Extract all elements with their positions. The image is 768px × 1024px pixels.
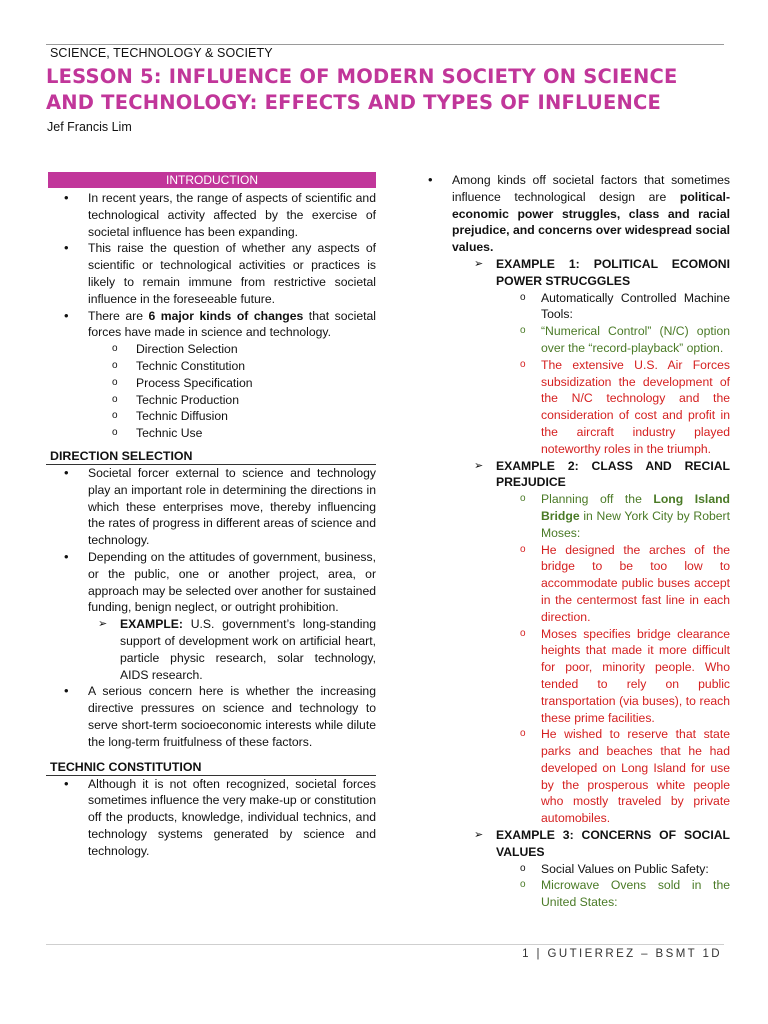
author-name: Jef Francis Lim	[47, 120, 132, 134]
list-item: o He designed the arches of the bridge to be too low to accommodate public buses accept in the centermost fast line in each direction.	[418, 542, 730, 626]
course-name: SCIENCE, TECHNOLOGY & SOCIETY	[50, 46, 273, 60]
page-title	[46, 64, 736, 116]
example-2-heading: ➢ EXAMPLE 2: CLASS AND RECIAL PREJUDICE	[418, 458, 730, 492]
example-3-list	[418, 861, 730, 911]
list-item: o The extensive U.S. Air Forces subsidization the development of the N/C technology and the consideration of cost and profit in the aircraft industry played noteworthy roles in the triumph.	[418, 357, 730, 458]
list-item: o Social Values on Public Safety:	[418, 861, 730, 878]
list-item: o Moses specifies bridge clearance heights that made it more difficult for poor, minority people. Who tended to rely on public transportation (via buses), to reach these prime facilities.	[418, 626, 730, 727]
right-column	[418, 172, 730, 911]
direction-example	[46, 616, 376, 683]
list-item: • Depending on the attitudes of government, business, or the public, one or another project, area, or approach may be selected over another for sustained funding, benign neglect, or outright prohibition.	[46, 549, 376, 616]
list-item: o Microwave Ovens sold in the United States:	[418, 877, 730, 911]
list-item: o Automatically Controlled Machine Tools:	[418, 290, 730, 324]
title-line-2: AND TECHNOLOGY: EFFECTS AND TYPES OF INFLUENCE	[46, 91, 662, 114]
list-item: • Among kinds off societal factors that sometimes influence technological design are political-economic power struggles, class and racial prejudice, and concerns over widespread social values.	[418, 172, 730, 256]
direction-bullets	[46, 465, 376, 616]
constitution-bullets	[46, 776, 376, 860]
list-item: o Technic Use	[46, 425, 376, 442]
list-item: ➢ EXAMPLE: U.S. government’s long-standing support of development work on artificial heart, particle physic research, solar technology, AIDS research.	[46, 616, 376, 683]
page-footer: 1 | GUTIERREZ – BSMT 1D	[522, 948, 722, 960]
list-item: o Technic Constitution	[46, 358, 376, 375]
list-item: o Technic Diffusion	[46, 408, 376, 425]
list-item: • Societal forcer external to science and technology play an important role in determining the directions in which these enterprises move, thereby influencing the rates of progress in different areas of science and technology.	[46, 465, 376, 549]
list-item: o He wished to reserve that state parks and beaches that he had developed on Long Island for use by the prosperous white people who mostly traveled by private automobiles.	[418, 726, 730, 827]
list-item: • In recent years, the range of aspects of scientific and technological activity affected by the exercise of societal influence has been expanding.	[46, 190, 376, 240]
list-item: • Although it is not often recognized, societal forces sometimes influence the very make-up or constitution off the products, knowledge, individual technics, and technology systems generated by science and technology.	[46, 776, 376, 860]
header-rule	[46, 44, 724, 45]
list-item: o Direction Selection	[46, 341, 376, 358]
list-item: o “Numerical Control” (N/C) option over the “record-playback” option.	[418, 323, 730, 357]
introduction-heading: INTRODUCTION	[48, 172, 376, 188]
list-item: o Technic Production	[46, 392, 376, 409]
example-1-list	[418, 290, 730, 458]
list-item: o Process Specification	[46, 375, 376, 392]
example-2-list	[418, 491, 730, 827]
title-line-1: LESSON 5: INFLUENCE OF MODERN SOCIETY ON SCIENCE	[46, 65, 678, 88]
footer-rule	[46, 944, 724, 945]
kinds-of-changes-list	[46, 341, 376, 442]
list-item: • There are 6 major kinds of changes that societal forces have made in science and technology.	[46, 308, 376, 342]
direction-selection-heading: DIRECTION SELECTION	[46, 448, 376, 465]
list-item: • This raise the question of whether any aspects of scientific or technological activities or practices is likely to remain immune from restrictive societal influence in the foreseeable future.	[46, 240, 376, 307]
left-column	[46, 172, 376, 859]
technic-constitution-heading: TECHNIC CONSTITUTION	[46, 759, 376, 776]
list-item: o Planning off the Long Island Bridge in New York City by Robert Moses:	[418, 491, 730, 541]
example-3-heading: ➢ EXAMPLE 3: CONCERNS OF SOCIAL VALUES	[418, 827, 730, 861]
intro-bullets	[46, 190, 376, 341]
list-item: • A serious concern here is whether the increasing directive pressures on science and technology to serve short-term socioeconomic interests while dilute the long-term fruitfulness of these factors.	[46, 683, 376, 750]
example-1-heading: ➢ EXAMPLE 1: POLITICAL ECOMONI POWER STRUCGGLES	[418, 256, 730, 290]
